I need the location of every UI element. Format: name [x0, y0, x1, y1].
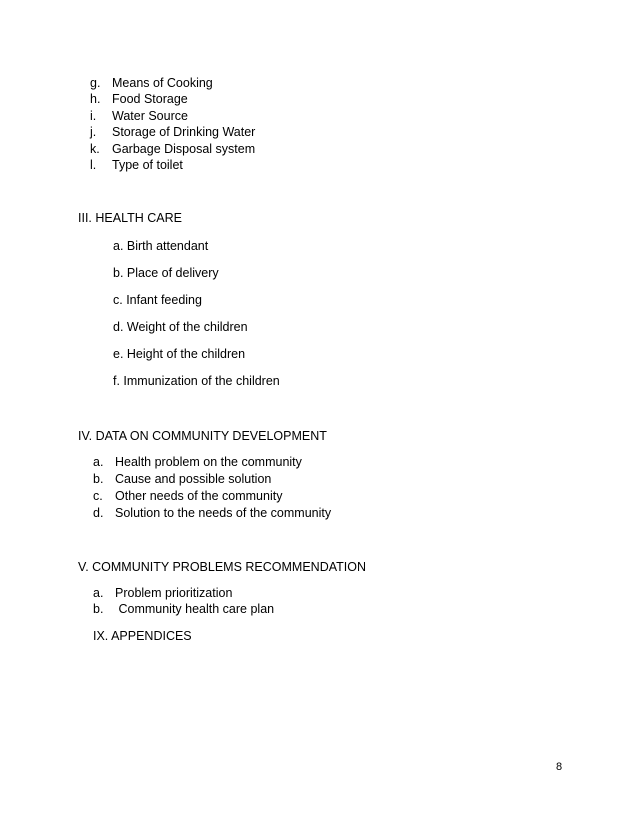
list-marker: a.: [93, 455, 104, 469]
list-marker: k.: [90, 142, 100, 156]
health-care-item: a. Birth attendant: [113, 239, 209, 253]
page-number: 8: [556, 761, 563, 773]
list-marker: h.: [90, 92, 101, 106]
list-marker: b.: [93, 602, 104, 616]
list-text: Means of Cooking: [112, 76, 213, 90]
list-marker: b.: [93, 472, 104, 486]
list-item: [90, 75, 213, 91]
list-text: Community health care plan: [115, 602, 275, 616]
health-care-item: f. Immunization of the children: [113, 374, 280, 388]
list-item: [90, 108, 188, 124]
list-text: Problem prioritization: [115, 586, 233, 600]
list-text: Solution to the needs of the community: [115, 506, 332, 520]
list-text: Health problem on the community: [115, 455, 302, 469]
list-marker: a.: [93, 586, 104, 600]
list-text: Type of toilet: [112, 158, 183, 172]
health-care-item: d. Weight of the children: [113, 320, 248, 334]
list-item: [93, 454, 302, 470]
list-item: [93, 585, 232, 601]
list-text: Other needs of the community: [115, 489, 283, 503]
health-care-item: b. Place of delivery: [113, 266, 219, 280]
list-marker: g.: [90, 76, 101, 90]
list-text: Food Storage: [112, 92, 188, 106]
health-care-item: e. Height of the children: [113, 347, 246, 361]
list-item: [90, 91, 188, 107]
section-heading-health-care: III. HEALTH CARE: [78, 211, 182, 225]
list-marker: i.: [90, 109, 97, 123]
list-marker: d.: [93, 506, 104, 520]
list-text: Cause and possible solution: [115, 472, 272, 486]
list-item: [90, 124, 255, 140]
list-text: Water Source: [112, 109, 188, 123]
list-text: Storage of Drinking Water: [112, 125, 256, 139]
list-marker: j.: [90, 125, 97, 139]
section-heading-appendices: IX. APPENDICES: [93, 629, 192, 643]
list-item: [93, 488, 282, 504]
list-marker: l.: [90, 158, 97, 172]
list-item: [90, 157, 183, 173]
list-item: [93, 471, 271, 487]
section-heading-problems: V. COMMUNITY PROBLEMS RECOMMENDATION: [78, 560, 366, 574]
list-item: [93, 601, 274, 617]
section-heading-community-development: IV. DATA ON COMMUNITY DEVELOPMENT: [78, 429, 327, 443]
list-item: [90, 141, 255, 157]
list-text: Garbage Disposal system: [112, 142, 256, 156]
list-marker: c.: [93, 489, 103, 503]
health-care-item: c. Infant feeding: [113, 293, 202, 307]
list-item: [93, 505, 331, 521]
